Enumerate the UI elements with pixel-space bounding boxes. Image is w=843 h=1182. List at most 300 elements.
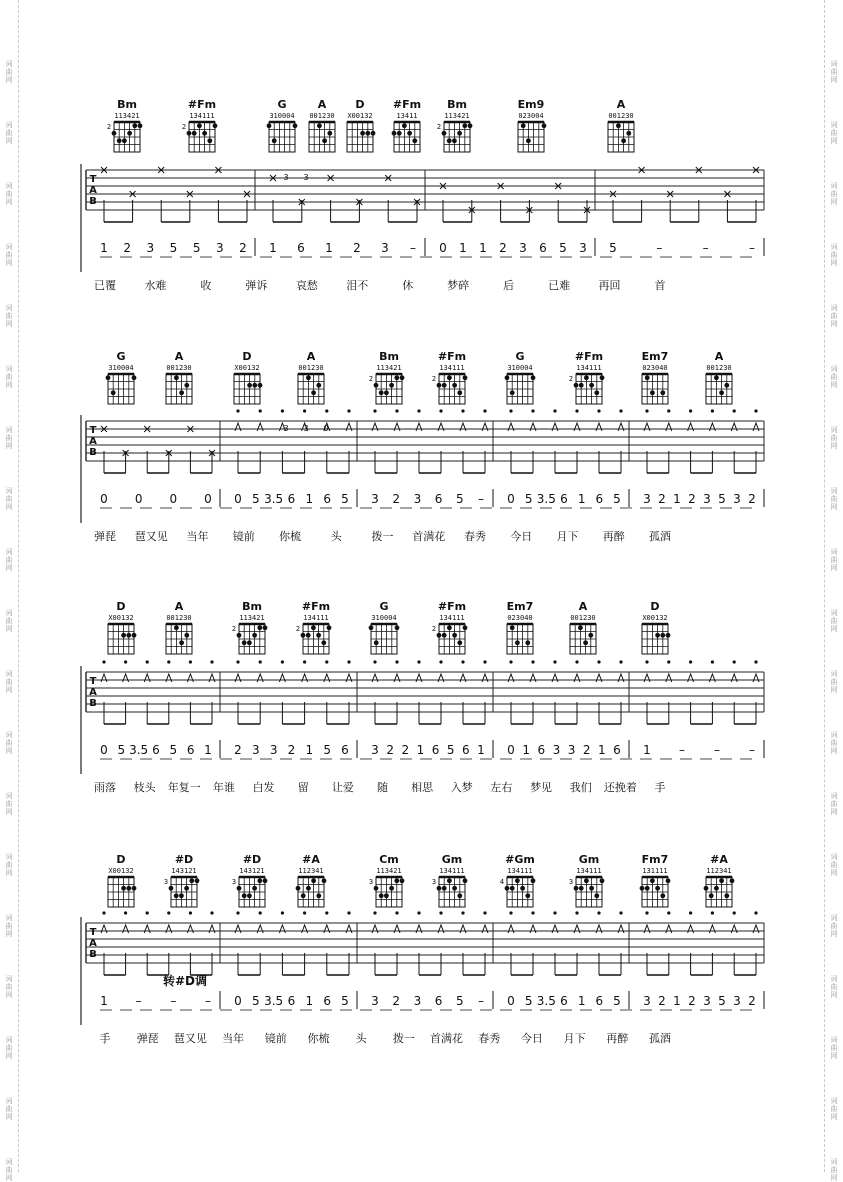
chord-finger-dot — [247, 383, 252, 388]
jianpu-note: 6 — [537, 743, 546, 757]
tab-clef-letter: A — [89, 687, 97, 698]
chord-name: G — [379, 600, 389, 613]
watermark-text: 词 曲 网 — [5, 1097, 13, 1121]
jianpu-note: 6 — [287, 492, 296, 506]
chord-finger-dot — [263, 878, 268, 883]
tab-fret-number: 3 — [303, 173, 309, 182]
chord-finger-dot — [447, 625, 452, 630]
tab-accent-dot — [439, 409, 442, 412]
tab-strum-arrow — [482, 423, 488, 431]
tab-strum-arrow — [688, 674, 694, 682]
chord-name: #Fm — [437, 600, 467, 613]
tab-accent-dot — [597, 660, 600, 663]
jianpu-note: 3.5 — [264, 492, 284, 506]
chord-name: A — [306, 350, 316, 363]
jianpu-note: 5 — [559, 241, 567, 255]
chord-finger-dot — [179, 893, 184, 898]
tab-accent-dot — [124, 660, 127, 663]
chord-finger-dot — [242, 640, 247, 645]
watermark-text: 词 曲 网 — [830, 1158, 838, 1182]
lyric-word: 首满花 — [430, 1032, 464, 1045]
chord-finger-dot — [645, 886, 650, 891]
watermark-text: 词 曲 网 — [5, 731, 13, 755]
chord-name: A — [578, 600, 588, 613]
chord-fingering: 023040 — [507, 614, 533, 622]
tab-clef-letter: T — [89, 425, 97, 436]
chord-finger-dot — [316, 893, 321, 898]
chord-finger-dot — [600, 878, 605, 883]
chord-finger-dot — [384, 893, 389, 898]
chord-finger-dot — [660, 893, 665, 898]
chord-finger-dot — [579, 383, 584, 388]
tab-accent-dot — [236, 660, 239, 663]
chord-diagram — [706, 350, 732, 404]
chord-finger-dot — [400, 375, 405, 380]
chord-finger-dot — [719, 390, 724, 395]
chord-finger-dot — [174, 375, 179, 380]
chord-finger-dot — [578, 625, 583, 630]
chord-finger-dot — [621, 138, 626, 143]
chord-name: G — [277, 98, 287, 111]
tab-accent-dot — [461, 911, 464, 914]
tab-strum-arrow — [731, 674, 737, 682]
tab-strum-arrow — [596, 674, 602, 682]
chord-name: #Fm — [574, 350, 604, 363]
tab-strum-arrow — [731, 925, 737, 933]
chord-start-fret: 2 — [368, 375, 374, 383]
chord-fingering: 112341 — [298, 867, 324, 875]
lyric-word: 今日 — [510, 530, 533, 543]
tab-strum-arrow — [372, 423, 378, 431]
chord-diagram — [182, 98, 218, 152]
chord-finger-dot — [192, 131, 197, 136]
lyric-word: 你梳 — [307, 1032, 330, 1045]
chord-finger-dot — [384, 390, 389, 395]
chord-name: D — [650, 600, 660, 613]
jianpu-note: 3 — [519, 241, 527, 255]
jianpu-note: 3 — [371, 492, 379, 506]
chord-finger-dot — [510, 390, 515, 395]
chord-name: G — [515, 350, 525, 363]
watermark-text: 词 曲 网 — [5, 121, 13, 145]
chord-diagram — [369, 600, 400, 654]
chord-finger-dot — [457, 390, 462, 395]
chord-finger-dot — [237, 633, 242, 638]
lyric-word: 水难 — [144, 279, 167, 292]
tab-accent-dot — [281, 409, 284, 412]
jianpu-note: 1 — [305, 743, 314, 757]
jianpu-note: 3 — [703, 994, 711, 1008]
jianpu-note: – — [702, 241, 709, 255]
tab-strum-arrow — [552, 423, 558, 431]
jianpu-note: 3 — [733, 994, 741, 1008]
chord-finger-dot — [247, 640, 252, 645]
chord-name: #Fm — [187, 98, 217, 111]
tab-accent-dot — [483, 660, 486, 663]
jianpu-note: 3 — [252, 743, 260, 757]
lyric-word: 月下 — [556, 530, 579, 543]
lyric-word: 当年 — [222, 1032, 245, 1045]
tab-strum-arrow — [235, 674, 241, 682]
jianpu-note: 1 — [673, 492, 681, 506]
chord-finger-dot — [263, 625, 268, 630]
tab-strum-arrow — [618, 674, 624, 682]
chord-finger-dot — [645, 375, 650, 380]
jianpu-note: – — [410, 241, 416, 255]
lyric-word: 孤酒 — [649, 1032, 671, 1045]
lyric-word: 琶又见 — [134, 530, 168, 543]
tab-accent-dot — [259, 660, 262, 663]
chord-fingering: 310004 — [108, 364, 134, 372]
jianpu-note: 5 — [455, 994, 464, 1008]
jianpu-note: 6 — [560, 994, 568, 1008]
chord-diagram — [642, 600, 670, 654]
tab-accent-dot — [711, 409, 714, 412]
lyric-word: 春秀 — [478, 1032, 501, 1045]
chord-fingering: X00132 — [642, 614, 668, 622]
tab-strum-arrow — [552, 925, 558, 933]
chord-fingering: 112341 — [706, 867, 732, 875]
chord-finger-dot — [600, 375, 605, 380]
lyric-word: 弹诉 — [245, 279, 268, 292]
tab-accent-dot — [711, 660, 714, 663]
chord-finger-dot — [301, 633, 306, 638]
tab-strum-arrow — [235, 423, 241, 431]
chord-finger-dot — [447, 138, 452, 143]
jianpu-note: 3 — [703, 492, 711, 506]
tab-strum-arrow — [416, 674, 422, 682]
tab-accent-dot — [461, 660, 464, 663]
chord-finger-dot — [640, 886, 645, 891]
chord-name: Bm — [379, 350, 399, 363]
lyric-word: 首 — [654, 279, 666, 292]
tab-accent-dot — [439, 911, 442, 914]
jianpu-note: 2 — [392, 492, 401, 506]
chord-start-fret: 2 — [431, 625, 437, 633]
chord-finger-dot — [327, 131, 332, 136]
chord-finger-dot — [379, 893, 384, 898]
chord-finger-dot — [724, 893, 729, 898]
jianpu-note: 2 — [658, 994, 666, 1008]
jianpu-note: 3 — [552, 743, 561, 757]
lyric-word: 让爱 — [331, 781, 354, 794]
tab-accent-dot — [711, 911, 714, 914]
tab-accent-dot — [102, 660, 105, 663]
chord-finger-dot — [714, 886, 719, 891]
chord-finger-dot — [252, 886, 257, 891]
chord-finger-dot — [463, 375, 468, 380]
tab-clef-letter: B — [89, 447, 97, 458]
chord-finger-dot — [468, 123, 473, 128]
chord-diagram — [166, 350, 192, 404]
chord-finger-dot — [360, 131, 365, 136]
lyric-word: 留 — [297, 781, 309, 794]
tab-accent-dot — [210, 660, 213, 663]
chord-finger-dot — [311, 878, 316, 883]
chord-finger-dot — [574, 886, 579, 891]
jianpu-note: 6 — [323, 994, 331, 1008]
chord-finger-dot — [589, 383, 594, 388]
lyric-word: 再醉 — [606, 1032, 629, 1045]
tab-strum-arrow — [187, 925, 193, 933]
chord-finger-dot — [184, 633, 189, 638]
chord-finger-dot — [316, 383, 321, 388]
lyric-word: 还挽着 — [603, 781, 637, 794]
tab-accent-dot — [575, 409, 578, 412]
chord-finger-dot — [584, 878, 589, 883]
chord-finger-dot — [394, 375, 399, 380]
chord-name: Fm7 — [641, 853, 669, 866]
chord-diagram — [507, 600, 534, 654]
system-row-4 — [81, 853, 764, 1045]
tab-accent-dot — [483, 409, 486, 412]
chord-finger-dot — [132, 375, 137, 380]
chord-finger-dot — [306, 375, 311, 380]
lyric-word: 拨一 — [371, 530, 394, 543]
chord-finger-dot — [138, 123, 143, 128]
jianpu-note: 1 — [100, 994, 108, 1008]
chord-finger-dot — [106, 375, 111, 380]
lyric-word: 相思 — [411, 781, 434, 794]
chord-fingering: 134111 — [576, 364, 602, 372]
tab-strum-arrow — [460, 423, 466, 431]
tab-strum-arrow — [596, 423, 602, 431]
chord-fingering: 134111 — [576, 867, 602, 875]
watermark-text: 词 曲 网 — [830, 914, 838, 938]
tab-strum-arrow — [552, 674, 558, 682]
tab-fret-number: 3 — [303, 424, 309, 433]
chord-finger-dot — [389, 886, 394, 891]
chord-finger-dot — [257, 625, 262, 630]
jianpu-note: 3 — [216, 241, 224, 255]
tab-strum-arrow — [666, 674, 672, 682]
tab-accent-dot — [167, 911, 170, 914]
jianpu-note: 0 — [234, 492, 242, 506]
jianpu-note: 5 — [718, 492, 726, 506]
watermark-text: 词 曲 网 — [830, 1097, 838, 1121]
tab-accent-dot — [146, 660, 149, 663]
tab-strum-arrow — [394, 674, 400, 682]
tab-accent-dot — [303, 409, 306, 412]
chord-finger-dot — [317, 123, 322, 128]
watermark-text: 词 曲 网 — [830, 975, 838, 999]
tab-strum-arrow — [101, 925, 107, 933]
jianpu-note: 1 — [416, 743, 425, 757]
chord-diagram — [642, 350, 669, 404]
jianpu-note: 5 — [323, 743, 331, 757]
jianpu-note: 3 — [381, 241, 389, 255]
chord-finger-dot — [510, 625, 515, 630]
jianpu-note: – — [656, 241, 663, 255]
chord-finger-dot — [447, 878, 452, 883]
chord-finger-dot — [666, 878, 671, 883]
jianpu-note: 1 — [598, 743, 606, 757]
lyric-word: 首满花 — [412, 530, 446, 543]
chord-diagram — [704, 853, 735, 907]
system-row-2 — [81, 350, 764, 543]
chord-finger-dot — [442, 633, 447, 638]
lyric-word: 拨一 — [392, 1032, 415, 1045]
lyric-word: 枝头 — [133, 781, 156, 794]
chord-diagram — [432, 350, 468, 404]
chord-finger-dot — [442, 383, 447, 388]
tab-strum-arrow — [416, 925, 422, 933]
chord-fingering: 134111 — [189, 112, 215, 120]
lyric-word: 头 — [355, 1032, 367, 1045]
chord-fingering: 310004 — [371, 614, 397, 622]
chord-fingering: 023040 — [642, 364, 668, 372]
jianpu-note: 3 — [371, 994, 379, 1008]
tab-strum-arrow — [372, 674, 378, 682]
key-change-label: 转#D调 — [162, 974, 208, 988]
tab-strum-arrow — [144, 925, 150, 933]
chord-finger-dot — [257, 878, 262, 883]
chord-diagram — [569, 853, 605, 907]
chord-start-fret: 2 — [295, 625, 301, 633]
jianpu-note: 5 — [169, 241, 178, 255]
watermark-text: 词 曲 网 — [830, 365, 838, 389]
watermark-text: 词 曲 网 — [830, 304, 838, 328]
watermark-text: 词 曲 网 — [830, 426, 838, 450]
jianpu-note: 0 — [234, 994, 242, 1008]
jianpu-note: 5 — [192, 241, 201, 255]
jianpu-note: 5 — [252, 492, 260, 506]
tab-strum-arrow — [574, 423, 580, 431]
lyric-word: 已难 — [548, 279, 571, 292]
watermark-text: 词 曲 网 — [830, 731, 838, 755]
chord-fingering: 134111 — [303, 614, 329, 622]
chord-finger-dot — [242, 893, 247, 898]
chord-diagram — [267, 98, 298, 152]
tab-accent-dot — [395, 660, 398, 663]
chord-fingering: 113421 — [376, 867, 402, 875]
tab-clef-letter: T — [89, 174, 97, 185]
chord-fingering: 001230 — [309, 112, 335, 120]
chord-fingering: 143121 — [171, 867, 197, 875]
jianpu-note: 2 — [353, 241, 361, 255]
chord-finger-dot — [374, 640, 379, 645]
tab-strum-arrow — [709, 674, 715, 682]
tab-accent-dot — [733, 660, 736, 663]
lyric-word: 镜前 — [232, 530, 255, 543]
tab-strum-arrow — [302, 925, 308, 933]
jianpu-note: 6 — [297, 241, 305, 255]
tab-strum-arrow — [187, 674, 193, 682]
lyric-word: 再回 — [598, 279, 621, 292]
chord-finger-dot — [296, 886, 301, 891]
chord-finger-dot — [126, 633, 131, 638]
tab-accent-dot — [531, 911, 534, 914]
tab-accent-dot — [689, 911, 692, 914]
lyric-word: 年复一 — [167, 781, 201, 794]
tab-strum-arrow — [618, 925, 624, 933]
chord-diagram — [234, 350, 262, 404]
watermark-text: 词 曲 网 — [5, 304, 13, 328]
chord-finger-dot — [626, 131, 631, 136]
jianpu-note: 1 — [673, 994, 681, 1008]
chord-diagram — [107, 98, 143, 152]
jianpu-note: 2 — [386, 743, 394, 757]
chord-finger-dot — [127, 131, 132, 136]
tab-accent-dot — [553, 911, 556, 914]
tab-accent-dot — [146, 911, 149, 914]
tab-strum-arrow — [753, 423, 759, 431]
chord-finger-dot — [187, 131, 192, 136]
chord-finger-dot — [724, 383, 729, 388]
watermark-text: 词 曲 网 — [830, 60, 838, 84]
watermark-text: 词 曲 网 — [830, 182, 838, 206]
chord-finger-dot — [616, 123, 621, 128]
tab-accent-dot — [347, 660, 350, 663]
watermark-text: 词 曲 网 — [5, 670, 13, 694]
jianpu-note: 1 — [305, 994, 314, 1008]
jianpu-note: 5 — [341, 994, 349, 1008]
chord-start-fret: 2 — [181, 123, 187, 131]
chord-finger-dot — [306, 886, 311, 891]
watermark-text: 词 曲 网 — [5, 609, 13, 633]
tab-strum-arrow — [324, 925, 330, 933]
tab-strum-arrow — [438, 925, 444, 933]
chord-finger-dot — [374, 383, 379, 388]
tab-accent-dot — [597, 911, 600, 914]
chord-diagram — [437, 98, 473, 152]
jianpu-note: 0 — [100, 743, 108, 757]
tab-accent-dot — [754, 660, 757, 663]
tab-accent-dot — [325, 409, 328, 412]
jianpu-note: 1 — [269, 241, 277, 255]
chord-finger-dot — [520, 886, 525, 891]
jianpu-note: 6 — [323, 492, 331, 506]
jianpu-note: 2 — [688, 994, 696, 1008]
tab-accent-dot — [373, 660, 376, 663]
chord-finger-dot — [321, 640, 326, 645]
chord-fingering: 113421 — [444, 112, 470, 120]
jianpu-note: 6 — [152, 743, 160, 757]
tab-accent-dot — [645, 660, 648, 663]
chord-start-fret: 3 — [368, 878, 374, 886]
lyric-word: 收 — [200, 279, 212, 292]
chord-diagram — [608, 98, 634, 152]
tab-accent-dot — [259, 911, 262, 914]
chord-fingering: 134111 — [439, 364, 465, 372]
jianpu-note: – — [205, 994, 211, 1008]
lyric-word: 月下 — [563, 1032, 586, 1045]
tab-strum-arrow — [688, 925, 694, 933]
chord-name: Gm — [578, 853, 600, 866]
chord-diagram — [392, 98, 422, 152]
tab-strum-arrow — [530, 674, 536, 682]
chord-name: D — [116, 853, 126, 866]
chord-name: #Fm — [392, 98, 422, 111]
chord-diagram — [369, 853, 405, 907]
chord-finger-dot — [322, 878, 327, 883]
jianpu-note: 6 — [434, 994, 443, 1008]
chord-finger-dot — [452, 633, 457, 638]
tab-strum-arrow — [482, 674, 488, 682]
tab-accent-dot — [645, 409, 648, 412]
lyric-word: 梦碎 — [447, 279, 470, 292]
jianpu-note: 6 — [539, 241, 547, 255]
chord-finger-dot — [594, 893, 599, 898]
chord-finger-dot — [132, 123, 137, 128]
jianpu-note: 0 — [507, 743, 515, 757]
jianpu-note: – — [714, 743, 720, 757]
tab-strum-arrow — [346, 925, 352, 933]
tab-strum-arrow — [346, 423, 352, 431]
tab-strum-arrow — [394, 423, 400, 431]
tab-accent-dot — [124, 911, 127, 914]
chord-name: #D — [174, 853, 194, 866]
